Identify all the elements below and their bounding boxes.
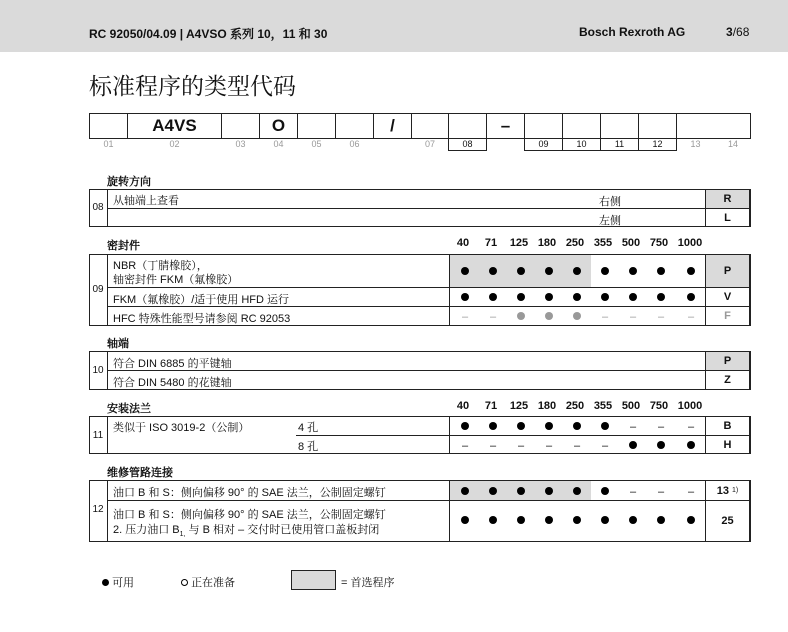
code-number-12: 12 bbox=[638, 139, 677, 151]
matrix-cell bbox=[619, 264, 647, 278]
page-number: 3/68 bbox=[726, 25, 750, 39]
section-title-flange: 安装法兰 bbox=[107, 403, 151, 415]
matrix-cell: – bbox=[687, 311, 695, 323]
code-13: 13 1) bbox=[705, 480, 750, 501]
group-number: 11 bbox=[92, 430, 104, 441]
matrix-cell bbox=[677, 264, 705, 278]
shaft-row1: 符合 DIN 6885 的平键轴 bbox=[113, 358, 232, 370]
port-row1: 油口 B 和 S：侧向偏移 90° 的 SAE 法兰，公制固定螺钉 bbox=[113, 487, 386, 499]
flange-8-holes: 8 孔 bbox=[298, 441, 319, 453]
matrix-cell bbox=[647, 513, 675, 527]
matrix-cell bbox=[451, 264, 479, 278]
code-box-13 bbox=[638, 113, 677, 139]
size-250: 250 bbox=[565, 400, 585, 412]
matrix-cell bbox=[619, 290, 647, 304]
matrix-cell bbox=[479, 484, 507, 498]
matrix-cell bbox=[507, 264, 535, 278]
section-title-seal: 密封件 bbox=[107, 240, 140, 252]
matrix-cell bbox=[563, 290, 591, 304]
size-71: 71 bbox=[484, 400, 498, 412]
size-500: 500 bbox=[621, 400, 641, 412]
section-title-shaft: 轴端 bbox=[107, 338, 129, 350]
matrix-cell bbox=[479, 513, 507, 527]
matrix-cell bbox=[535, 513, 563, 527]
matrix-cell: – bbox=[657, 421, 665, 433]
seal-row1-line1: NBR（丁腈橡胶）， bbox=[113, 260, 208, 272]
group-number: 10 bbox=[92, 365, 104, 376]
size-1000: 1000 bbox=[677, 400, 703, 412]
size-500: 500 bbox=[621, 237, 641, 249]
code-box-3: O bbox=[259, 113, 298, 139]
size-750: 750 bbox=[649, 400, 669, 412]
flange-4-holes: 4 孔 bbox=[298, 422, 319, 434]
matrix-cell bbox=[507, 309, 535, 323]
matrix-cell: – bbox=[629, 311, 637, 323]
rotation-left: 左侧 bbox=[599, 215, 621, 227]
matrix-cell: – bbox=[601, 440, 609, 452]
code-box-10 bbox=[524, 113, 563, 139]
matrix-cell bbox=[591, 419, 619, 433]
seal-row2: FKM（氟橡胶）/适于使用 HFD 运行 bbox=[113, 294, 289, 306]
code-V: V bbox=[705, 287, 750, 307]
code-H: H bbox=[705, 435, 750, 454]
code-box-6: / bbox=[373, 113, 412, 139]
matrix-cell bbox=[451, 513, 479, 527]
matrix-cell bbox=[619, 438, 647, 452]
code-P-shaft: P bbox=[705, 351, 750, 371]
size-180: 180 bbox=[537, 237, 557, 249]
code-box-2 bbox=[221, 113, 260, 139]
legend-swatch bbox=[291, 570, 336, 590]
matrix-cell bbox=[591, 264, 619, 278]
matrix-cell bbox=[451, 419, 479, 433]
matrix-cell bbox=[507, 290, 535, 304]
matrix-cell: – bbox=[687, 486, 695, 498]
matrix-cell: – bbox=[517, 440, 525, 452]
port-row2-line1: 油口 B 和 S：侧向偏移 90° 的 SAE 法兰，公制固定螺钉 bbox=[113, 509, 386, 521]
company-name: Bosch Rexroth AG bbox=[579, 25, 686, 39]
matrix-cell bbox=[591, 290, 619, 304]
matrix-cell bbox=[563, 309, 591, 323]
code-number-01: 01 bbox=[103, 139, 114, 149]
code-P: P bbox=[705, 254, 750, 288]
matrix-cell bbox=[647, 290, 675, 304]
matrix-cell bbox=[677, 513, 705, 527]
matrix-cell bbox=[677, 290, 705, 304]
code-number-09: 09 bbox=[524, 139, 563, 151]
page-title: 标准程序的类型代码 bbox=[89, 73, 296, 99]
legend-preparing: 正在准备 bbox=[181, 574, 235, 590]
doc-id: RC 92050/04.09 | A4VSO 系列 10，11 和 30 bbox=[89, 27, 328, 41]
section-title-port: 维修管路连接 bbox=[107, 467, 173, 479]
code-box-8 bbox=[448, 113, 487, 139]
code-box-9: – bbox=[486, 113, 525, 139]
matrix-cell bbox=[563, 264, 591, 278]
matrix-cell bbox=[507, 484, 535, 498]
matrix-cell bbox=[647, 264, 675, 278]
matrix-cell bbox=[535, 309, 563, 323]
matrix-cell bbox=[647, 438, 675, 452]
code-box-1: A4VS bbox=[127, 113, 222, 139]
code-number-13: 13 bbox=[690, 139, 701, 149]
legend-preferred: = 首选程序 bbox=[341, 577, 395, 589]
size-40: 40 bbox=[456, 237, 470, 249]
matrix-cell: – bbox=[629, 486, 637, 498]
matrix-cell: – bbox=[489, 440, 497, 452]
code-number-06: 06 bbox=[349, 139, 360, 149]
matrix-cell bbox=[563, 513, 591, 527]
matrix-cell bbox=[507, 419, 535, 433]
group-number: 09 bbox=[92, 284, 104, 295]
matrix-cell bbox=[479, 290, 507, 304]
flange-label: 类似于 ISO 3019-2（公制） bbox=[113, 422, 250, 434]
matrix-cell: – bbox=[573, 440, 581, 452]
port-row2-line2: 2. 压力油口 $B_{1,}$ 与 B 相对 – 交付时已使用管口盖板封闭 bbox=[113, 524, 380, 539]
code-L: L bbox=[705, 208, 750, 227]
matrix-cell: – bbox=[461, 440, 469, 452]
code-box-14 bbox=[676, 113, 751, 139]
code-box-5 bbox=[335, 113, 374, 139]
group-number: 08 bbox=[92, 202, 104, 213]
section-title-rotation: 旋转方向 bbox=[107, 176, 151, 188]
code-number-10: 10 bbox=[562, 139, 601, 151]
size-71: 71 bbox=[484, 237, 498, 249]
size-355: 355 bbox=[593, 400, 613, 412]
matrix-cell bbox=[451, 484, 479, 498]
group-number: 12 bbox=[92, 504, 104, 515]
matrix-cell: – bbox=[461, 311, 469, 323]
code-box-0 bbox=[89, 113, 128, 139]
code-box-11 bbox=[562, 113, 601, 139]
matrix-cell: – bbox=[687, 421, 695, 433]
matrix-cell bbox=[591, 513, 619, 527]
code-box-12 bbox=[600, 113, 639, 139]
matrix-cell bbox=[479, 264, 507, 278]
matrix-cell bbox=[619, 513, 647, 527]
size-1000: 1000 bbox=[677, 237, 703, 249]
matrix-cell bbox=[479, 419, 507, 433]
matrix-cell bbox=[535, 419, 563, 433]
code-number-08: 08 bbox=[448, 139, 487, 151]
seal-row3: HFC 特殊性能型号请参阅 RC 92053 bbox=[113, 313, 291, 325]
code-R: R bbox=[705, 189, 750, 209]
matrix-cell: – bbox=[489, 311, 497, 323]
code-number-02: 02 bbox=[169, 139, 180, 149]
code-number-05: 05 bbox=[311, 139, 322, 149]
matrix-cell bbox=[535, 290, 563, 304]
code-box-4 bbox=[297, 113, 336, 139]
shaft-row2: 符合 DIN 5480 的花键轴 bbox=[113, 377, 232, 389]
matrix-cell: – bbox=[629, 421, 637, 433]
code-25: 25 bbox=[705, 500, 750, 542]
rotation-label: 从轴端上查看 bbox=[113, 195, 179, 207]
matrix-cell bbox=[535, 264, 563, 278]
code-number-11: 11 bbox=[600, 139, 639, 151]
code-box-7 bbox=[411, 113, 449, 139]
code-B: B bbox=[705, 416, 750, 436]
size-125: 125 bbox=[509, 237, 529, 249]
matrix-cell: – bbox=[601, 311, 609, 323]
matrix-cell: – bbox=[657, 486, 665, 498]
matrix-cell bbox=[507, 513, 535, 527]
code-F: F bbox=[705, 306, 750, 326]
code-number-07: 07 bbox=[424, 139, 435, 149]
legend-available: 可用 bbox=[102, 574, 134, 590]
matrix-cell bbox=[451, 290, 479, 304]
rotation-right: 右侧 bbox=[599, 196, 621, 208]
matrix-cell: – bbox=[657, 311, 665, 323]
matrix-cell bbox=[563, 419, 591, 433]
code-number-14: 14 bbox=[727, 139, 738, 149]
size-250: 250 bbox=[565, 237, 585, 249]
code-number-04: 04 bbox=[273, 139, 284, 149]
matrix-cell bbox=[535, 484, 563, 498]
seal-row1-line2: 轴密封件 FKM（氟橡胶） bbox=[113, 274, 239, 286]
size-180: 180 bbox=[537, 400, 557, 412]
size-355: 355 bbox=[593, 237, 613, 249]
size-125: 125 bbox=[509, 400, 529, 412]
size-750: 750 bbox=[649, 237, 669, 249]
page-header bbox=[0, 0, 788, 52]
matrix-cell: – bbox=[545, 440, 553, 452]
matrix-cell bbox=[591, 484, 619, 498]
code-number-03: 03 bbox=[235, 139, 246, 149]
code-Z: Z bbox=[705, 370, 750, 390]
size-40: 40 bbox=[456, 400, 470, 412]
matrix-cell bbox=[677, 438, 705, 452]
matrix-cell bbox=[563, 484, 591, 498]
